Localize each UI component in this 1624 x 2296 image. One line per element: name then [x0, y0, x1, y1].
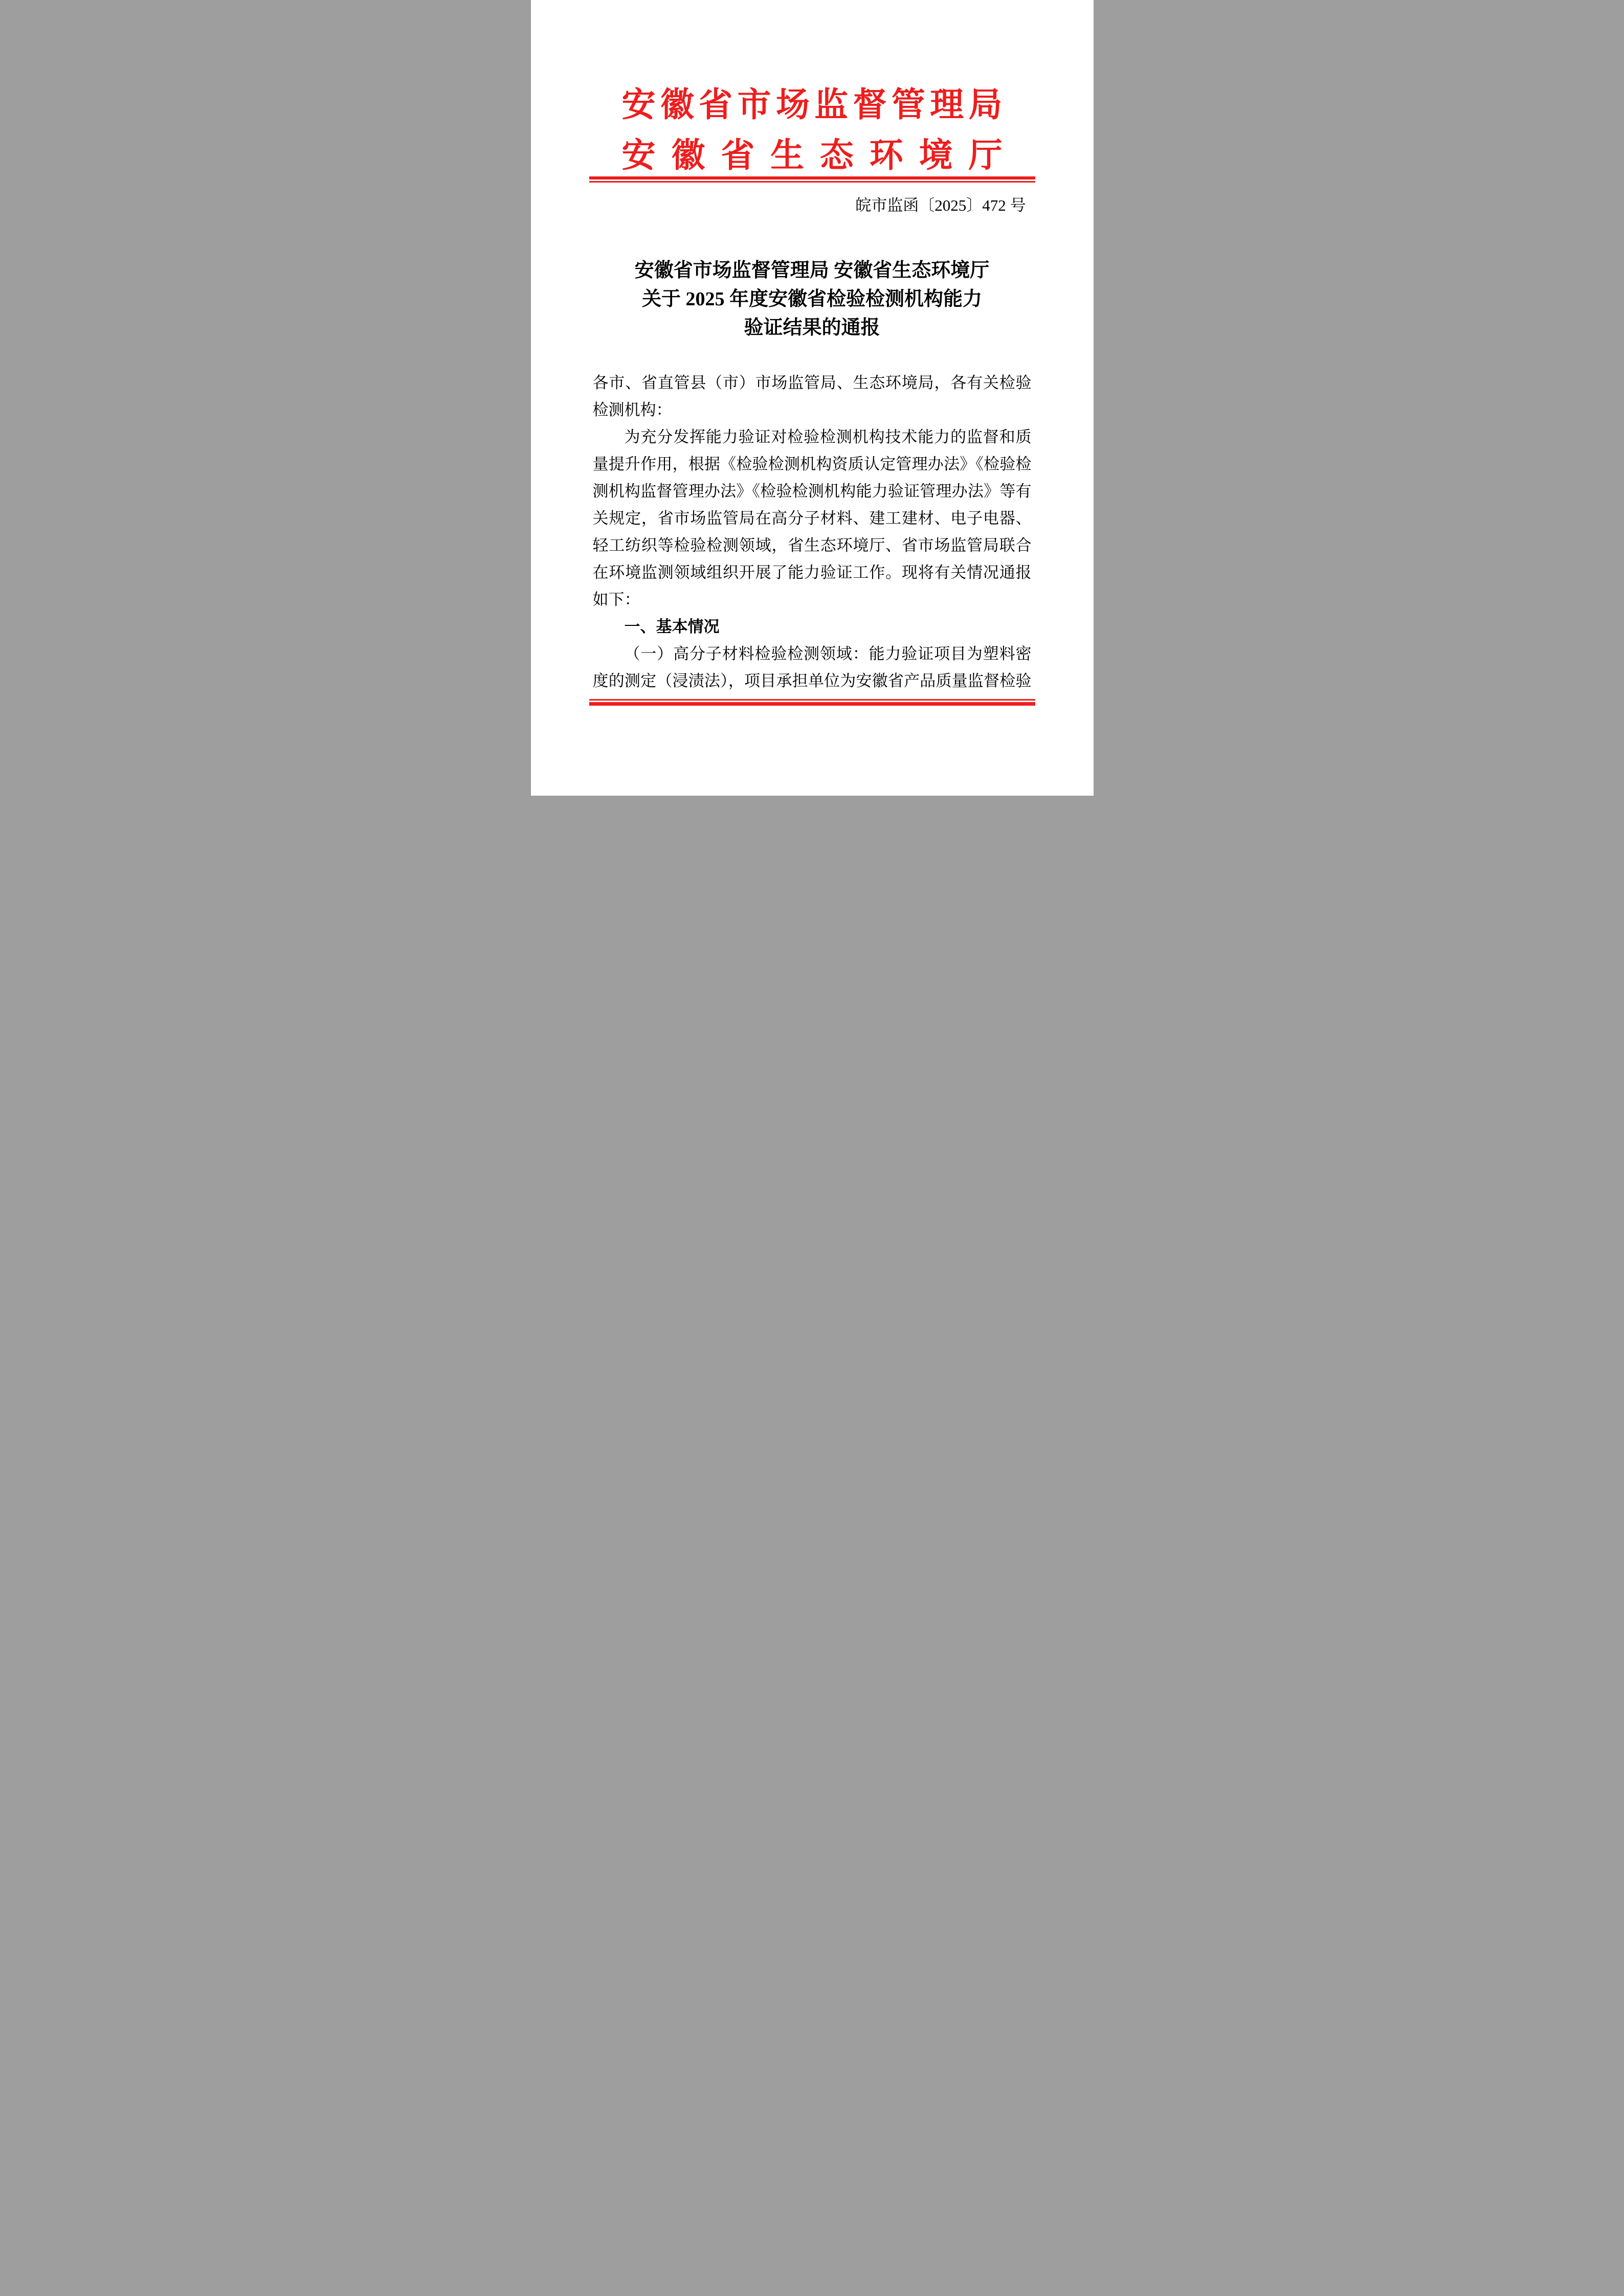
- body-line: 为充分发挥能力验证对检验检测机构技术能力的监督和质: [624, 428, 1032, 446]
- body-line: 测机构监督管理办法》《检验检测机构能力验证管理办法》等有: [592, 482, 1032, 500]
- section-heading-basic-info: 一、基本情况: [624, 618, 720, 636]
- body-line: 在环境监测领域组织开展了能力验证工作。现将有关情况通报: [592, 564, 1032, 581]
- title-line-2: 关于 2025 年度安徽省检验检测机构能力: [641, 288, 982, 310]
- title-line-1: 安徽省市场监督管理局 安徽省生态环境厅: [634, 260, 990, 281]
- body-line: 如下：: [592, 591, 640, 609]
- red-separator-bottom: [589, 699, 1035, 706]
- agency-name-line-1: 安徽省市场监督管理局: [621, 86, 1003, 124]
- body-line-salutation-2: 检测机构：: [592, 401, 672, 419]
- agency-header: [622, 80, 1003, 181]
- doc-number: 皖市监函〔2025〕472 号: [855, 196, 1026, 214]
- body-line-salutation-1: 各市、省直管县（市）市场监管局、生态环境局，各有关检验: [592, 374, 1032, 392]
- thin-rule: [589, 181, 1035, 183]
- body-line: 关规定，省市场监管局在高分子材料、建工建材、电子电器、: [592, 509, 1032, 527]
- body-line: （一）高分子材料检验检测领域：能力验证项目为塑料密: [624, 645, 1032, 663]
- body-line: 轻工纺织等检验检测领域，省生态环境厅、省市场监管局联合: [592, 536, 1032, 554]
- document-page: [531, 0, 1094, 796]
- body-line: 量提升作用，根据《检验检测机构资质认定管理办法》《检验检: [592, 455, 1032, 473]
- thick-rule: [589, 702, 1035, 706]
- agency-name-line-2: 安徽省生态环境厅: [621, 137, 1003, 174]
- red-separator-top: [589, 176, 1035, 183]
- document-body: [593, 369, 1032, 694]
- document-title: [531, 256, 1094, 342]
- title-line-3: 验证结果的通报: [744, 317, 880, 339]
- body-line: 度的测定（浸渍法），项目承担单位为安徽省产品质量监督检验: [592, 672, 1032, 690]
